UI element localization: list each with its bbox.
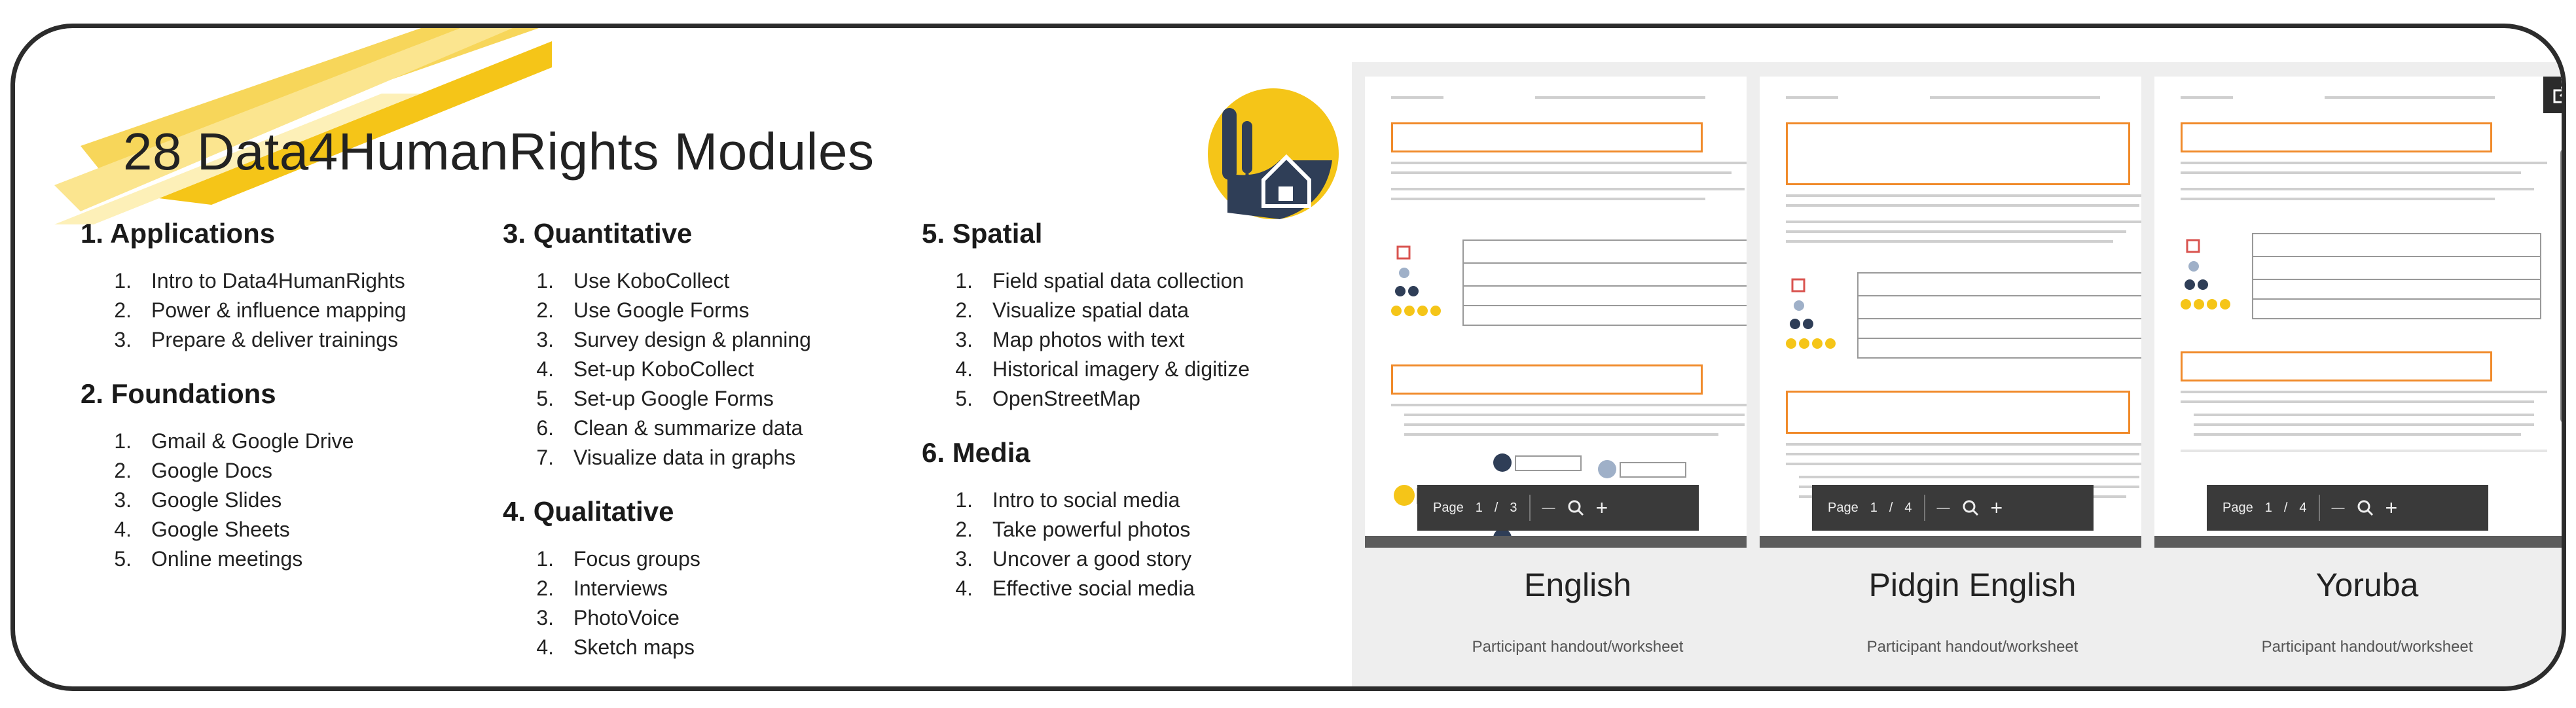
list-item: 2. Google Docs <box>114 459 272 482</box>
list-item: 4. Google Sheets <box>114 518 290 541</box>
list-item: 4. Set-up KoboCollect <box>536 357 754 381</box>
list-item: 7. Visualize data in graphs <box>536 446 796 469</box>
power-mapping-diagram <box>1786 260 2152 384</box>
list-item: 3. Survey design & planning <box>536 328 811 351</box>
list-item: 6. Clean & summarize data <box>536 416 803 440</box>
zoom-icon[interactable] <box>1567 499 1584 516</box>
list-item: 2. Use Google Forms <box>536 298 750 322</box>
external-link-icon[interactable] <box>2543 77 2566 113</box>
power-mapping-diagram <box>2181 221 2547 345</box>
page-separator: / <box>2283 500 2288 515</box>
list-item: 4. Sketch maps <box>536 635 695 659</box>
document-preview[interactable] <box>2154 77 2566 548</box>
column-2 <box>503 218 811 662</box>
page-separator: / <box>1889 500 1893 515</box>
card-subtitle: Participant handout/worksheet <box>2261 638 2473 656</box>
minus-icon[interactable]: — <box>1542 500 1555 515</box>
minus-icon[interactable]: — <box>1936 500 1950 515</box>
page-current[interactable]: 1 <box>1870 500 1878 515</box>
list-item: 1. Intro to Data4HumanRights <box>114 269 405 292</box>
list-item: 1. Field spatial data collection <box>955 269 1244 292</box>
plus-icon[interactable]: + <box>1990 495 2003 520</box>
language-label: Pidgin English <box>1868 567 2077 603</box>
module-overview-frame <box>10 24 2566 691</box>
worksheet-heading-box <box>2181 122 2492 152</box>
divider <box>1529 495 1531 521</box>
page-total: 4 <box>2299 500 2307 515</box>
minus-icon[interactable]: — <box>2331 500 2345 515</box>
list-item: 1. Use KoboCollect <box>536 269 730 292</box>
page-total: 4 <box>1904 500 1912 515</box>
section-list <box>922 486 1250 603</box>
section-heading: 1. Applications <box>81 218 276 249</box>
document-preview[interactable] <box>1760 77 2185 548</box>
page-title <box>123 122 874 182</box>
worksheet-heading-box <box>2181 351 2492 381</box>
section-list <box>922 266 1250 414</box>
list-item: 3. Prepare & deliver trainings <box>114 328 399 351</box>
zoom-icon[interactable] <box>2357 499 2374 516</box>
title-text: 28 Data4HumanRights Modules <box>123 122 875 181</box>
house-map-logo-icon <box>1201 82 1345 226</box>
page-bottom-edge <box>1365 536 1790 548</box>
worksheet-heading-box <box>1786 122 2130 185</box>
handout-card-pidgin-english[interactable] <box>1747 62 2198 691</box>
list-item: 2. Power & influence mapping <box>114 298 407 322</box>
page-current[interactable]: 1 <box>2264 500 2272 515</box>
list-item: 4. Effective social media <box>955 576 1195 600</box>
page-toolbar <box>1417 485 1699 531</box>
section-heading: 3. Quantitative <box>503 218 693 249</box>
worksheet-heading-box <box>1391 122 1703 152</box>
worksheet-heading-box <box>1391 364 1703 395</box>
section-list <box>503 266 811 472</box>
plus-icon[interactable]: + <box>2385 495 2398 520</box>
list-item: 2. Visualize spatial data <box>955 298 1189 322</box>
page-separator: / <box>1494 500 1498 515</box>
list-item: 5. Set-up Google Forms <box>536 387 774 410</box>
document-preview[interactable] <box>1365 77 1790 548</box>
plus-icon[interactable]: + <box>1595 495 1608 520</box>
language-label: Yoruba <box>2315 567 2419 603</box>
page-toolbar <box>2207 485 2488 531</box>
list-item: 1. Intro to social media <box>955 488 1180 512</box>
list-item: 2. Take powerful photos <box>955 518 1191 541</box>
list-item: 5. Online meetings <box>114 547 303 571</box>
divider <box>1924 495 1925 521</box>
list-item: 1. Gmail & Google Drive <box>114 429 354 453</box>
page-total: 3 <box>1510 500 1517 515</box>
section-heading: 4. Qualitative <box>503 496 674 527</box>
list-item: 3. Map photos with text <box>955 328 1185 351</box>
list-item: 3. Google Slides <box>114 488 282 512</box>
list-item: 3. PhotoVoice <box>536 606 680 629</box>
page-current[interactable]: 1 <box>1475 500 1483 515</box>
handout-card-yoruba[interactable] <box>2141 62 2566 691</box>
page-toolbar <box>1812 485 2094 531</box>
page-label: Page <box>2222 500 2253 515</box>
scrollbar[interactable] <box>2560 149 2566 423</box>
section-heading: 5. Spatial <box>922 218 1043 249</box>
worksheet-heading-box <box>1786 391 2130 434</box>
page-bottom-edge <box>2154 536 2566 548</box>
section-list <box>81 427 407 574</box>
section-list <box>81 266 407 355</box>
section-list <box>503 544 811 662</box>
page-label: Page <box>1433 500 1464 515</box>
list-item: 2. Interviews <box>536 576 668 600</box>
section-heading: 2. Foundations <box>81 378 276 409</box>
page-bottom-edge <box>1760 536 2185 548</box>
list-item: 5. OpenStreetMap <box>955 387 1140 410</box>
list-item: 1. Focus groups <box>536 547 700 571</box>
column-3 <box>922 218 1250 603</box>
column-1 <box>81 218 407 574</box>
power-mapping-diagram <box>1391 227 1758 358</box>
list-item: 3. Uncover a good story <box>955 547 1192 571</box>
card-subtitle: Participant handout/worksheet <box>1866 638 2078 656</box>
section-heading: 6. Media <box>922 437 1030 468</box>
handout-card-english[interactable] <box>1352 62 1804 691</box>
page-label: Page <box>1828 500 1859 515</box>
divider <box>2319 495 2320 521</box>
language-label: English <box>1524 567 1631 603</box>
list-item: 4. Historical imagery & digitize <box>955 357 1250 381</box>
zoom-icon[interactable] <box>1962 499 1979 516</box>
card-subtitle: Participant handout/worksheet <box>1472 638 1684 656</box>
